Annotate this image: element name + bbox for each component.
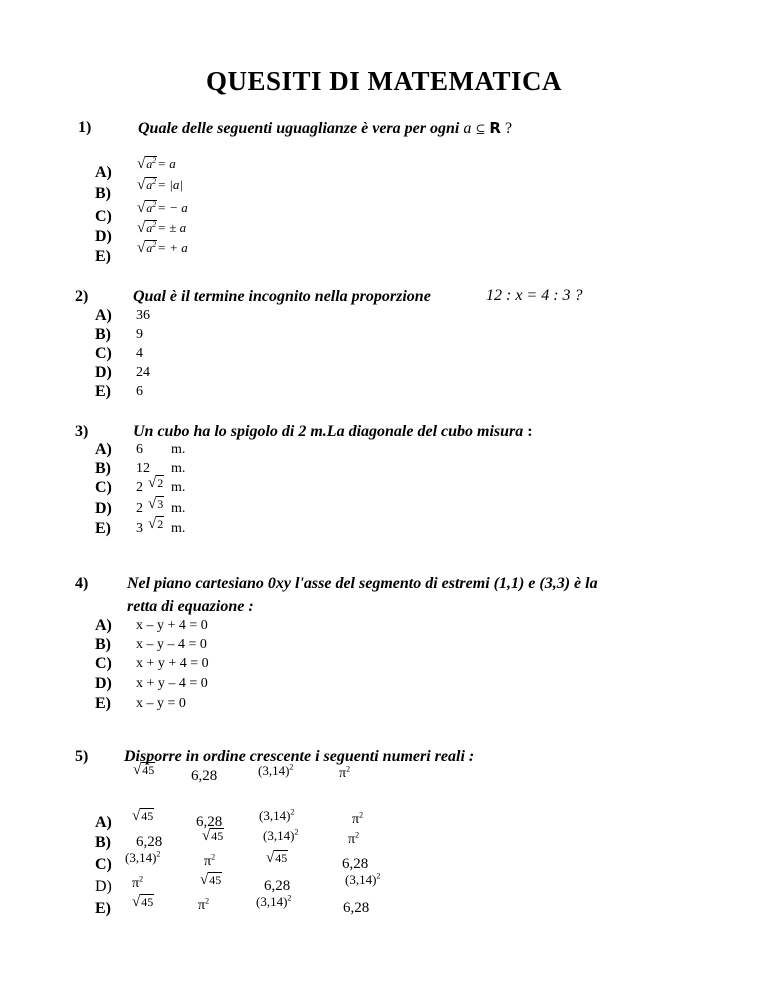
option-radical bbox=[148, 516, 164, 533]
option-pi-squared bbox=[204, 852, 215, 870]
pi-squared: $\pi^2$ bbox=[339, 764, 351, 781]
pi-squared: $\pi^2$ bbox=[198, 896, 210, 913]
option-label: A) bbox=[95, 617, 112, 634]
option-unit: m. bbox=[171, 521, 186, 536]
option-label: D) bbox=[95, 228, 112, 245]
subset-symbol: ⊆ bbox=[475, 122, 486, 136]
option-radical bbox=[148, 496, 164, 513]
option-power bbox=[125, 850, 160, 867]
option-sqrt-45 bbox=[266, 850, 288, 867]
option-value bbox=[137, 240, 188, 257]
option-label: C) bbox=[95, 655, 112, 672]
pi-squared: $\pi^2$ bbox=[204, 852, 216, 869]
question-2-number: 2) bbox=[75, 288, 89, 305]
option-pi-squared bbox=[132, 874, 143, 892]
question-2-text: Qual è il termine incognito nella proporzione bbox=[133, 288, 431, 305]
pi-squared: $\pi^2$ bbox=[132, 874, 144, 891]
option-value: 36 bbox=[136, 308, 150, 323]
square-root: √45 bbox=[202, 828, 224, 844]
option-label: A) bbox=[95, 307, 112, 324]
proportion-expression: 12 : x = 4 : 3 ? bbox=[486, 287, 583, 304]
power: $(3,14)^2$ bbox=[256, 894, 292, 910]
given-sqrt-45 bbox=[133, 762, 155, 779]
option-coefficient: 2 bbox=[136, 501, 143, 516]
option-value: 4 bbox=[136, 346, 143, 361]
square-root: $√a^2$ bbox=[137, 200, 157, 216]
question-3-text bbox=[133, 423, 533, 441]
option-sqrt-45 bbox=[202, 828, 224, 845]
option-value bbox=[137, 200, 188, 217]
question-4-number: 4) bbox=[75, 575, 89, 592]
option-decimal: 6,28 bbox=[264, 878, 291, 894]
square-root: $√a^2$ bbox=[137, 156, 157, 172]
option-label: B) bbox=[95, 636, 111, 653]
option-label: B) bbox=[95, 460, 111, 477]
option-coefficient: 12 bbox=[136, 461, 150, 476]
option-label: A) bbox=[95, 164, 112, 181]
option-label: C) bbox=[95, 856, 112, 873]
option-sqrt-45 bbox=[132, 894, 154, 911]
option-label: E) bbox=[95, 248, 111, 265]
option-decimal: 6,28 bbox=[136, 834, 163, 850]
question-5-number: 5) bbox=[75, 748, 89, 765]
option-sqrt-45 bbox=[132, 808, 154, 825]
option-value: x – y = 0 bbox=[136, 696, 186, 711]
option-pi-squared bbox=[348, 830, 359, 848]
option-label: C) bbox=[95, 208, 112, 225]
option-decimal: 6,28 bbox=[342, 856, 369, 872]
option-label: E) bbox=[95, 520, 111, 537]
option-value: x – y – 4 = 0 bbox=[136, 637, 207, 652]
option-decimal: 6,28 bbox=[343, 900, 370, 916]
question-3-colon: : bbox=[527, 423, 533, 440]
option-radical bbox=[148, 475, 164, 492]
page-title: QUESITI DI MATEMATICA bbox=[205, 66, 563, 96]
given-decimal: 6,28 bbox=[191, 768, 218, 784]
power: $(3,14)^2$ bbox=[125, 850, 161, 866]
square-root: √45 bbox=[132, 894, 154, 910]
pi-squared: $\pi^2$ bbox=[348, 830, 360, 847]
option-decimal: 6,28 bbox=[196, 814, 223, 830]
square-root: √3 bbox=[148, 496, 164, 512]
option-value bbox=[137, 220, 186, 237]
option-value: x – y + 4 = 0 bbox=[136, 618, 208, 633]
option-value: 24 bbox=[136, 365, 150, 380]
option-power bbox=[256, 894, 291, 911]
power: $(3,14)^2$ bbox=[259, 808, 295, 824]
option-unit: m. bbox=[171, 480, 186, 495]
option-power bbox=[345, 872, 380, 889]
square-root: √2 bbox=[148, 475, 164, 491]
option-result: = + a bbox=[157, 240, 188, 255]
option-label: E) bbox=[95, 695, 111, 712]
question-5-text: Disporre in ordine crescente i seguenti numeri reali : bbox=[124, 748, 475, 765]
option-coefficient: 2 bbox=[136, 480, 143, 495]
option-power bbox=[259, 808, 294, 825]
square-root: √2 bbox=[148, 516, 164, 532]
option-unit: m. bbox=[171, 461, 186, 476]
option-value bbox=[137, 156, 176, 173]
option-result: = − a bbox=[157, 200, 188, 215]
square-root: $√a^2$ bbox=[137, 240, 157, 256]
square-root: √45 bbox=[133, 762, 155, 778]
question-1-number: 1) bbox=[78, 119, 92, 136]
real-numbers-symbol: R bbox=[489, 119, 501, 137]
question-1-prompt: Quale delle seguenti uguaglianze è vera per ogni bbox=[138, 120, 460, 137]
power: $(3,14)^2$ bbox=[258, 763, 294, 779]
option-result: = |a| bbox=[157, 177, 183, 192]
option-sqrt-45 bbox=[200, 872, 222, 889]
option-label: E) bbox=[95, 383, 111, 400]
option-label: D) bbox=[95, 878, 112, 895]
option-pi-squared bbox=[352, 810, 363, 828]
option-label: B) bbox=[95, 326, 111, 343]
option-value: 9 bbox=[136, 327, 143, 342]
option-coefficient: 3 bbox=[136, 521, 143, 536]
square-root: √45 bbox=[200, 872, 222, 888]
option-label: A) bbox=[95, 814, 112, 831]
option-label: D) bbox=[95, 364, 112, 381]
option-result: = a bbox=[157, 156, 176, 171]
power: $(3,14)^2$ bbox=[345, 872, 381, 888]
option-result: = ± a bbox=[157, 220, 187, 235]
option-pi-squared bbox=[198, 896, 209, 914]
question-1-text bbox=[138, 119, 512, 138]
question-1-variable: a bbox=[463, 120, 472, 137]
option-unit: m. bbox=[171, 501, 186, 516]
square-root: $√a^2$ bbox=[137, 220, 157, 236]
option-unit: m. bbox=[171, 442, 186, 457]
square-root: √45 bbox=[132, 808, 154, 824]
question-3-prompt: Un cubo ha lo spigolo di 2 m.La diagonale del cubo misura bbox=[133, 423, 524, 440]
option-label: D) bbox=[95, 500, 112, 517]
option-label: C) bbox=[95, 345, 112, 362]
option-label: B) bbox=[95, 834, 111, 851]
given-power bbox=[258, 763, 293, 780]
given-pi-squared bbox=[339, 764, 350, 782]
question-4-line-2: retta di equazione : bbox=[127, 598, 254, 615]
pi-squared: $\pi^2$ bbox=[352, 810, 364, 827]
option-label: A) bbox=[95, 441, 112, 458]
option-value bbox=[137, 177, 183, 194]
question-3-number: 3) bbox=[75, 423, 89, 440]
option-value: 6 bbox=[136, 384, 143, 399]
question-4-line-1: Nel piano cartesiano 0xy l'asse del segmento di estremi (1,1) e (3,3) è la bbox=[127, 575, 598, 592]
power: $(3,14)^2$ bbox=[263, 828, 299, 844]
option-label: D) bbox=[95, 675, 112, 692]
option-label: C) bbox=[95, 479, 112, 496]
option-label: E) bbox=[95, 900, 111, 917]
square-root: $√a^2$ bbox=[137, 177, 157, 193]
option-coefficient: 6 bbox=[136, 442, 143, 457]
option-power bbox=[263, 828, 298, 845]
square-root: √45 bbox=[266, 850, 288, 866]
option-label: B) bbox=[95, 185, 111, 202]
option-value: x + y – 4 = 0 bbox=[136, 676, 208, 691]
option-value: x + y + 4 = 0 bbox=[136, 656, 209, 671]
question-1-end: ? bbox=[500, 120, 513, 137]
